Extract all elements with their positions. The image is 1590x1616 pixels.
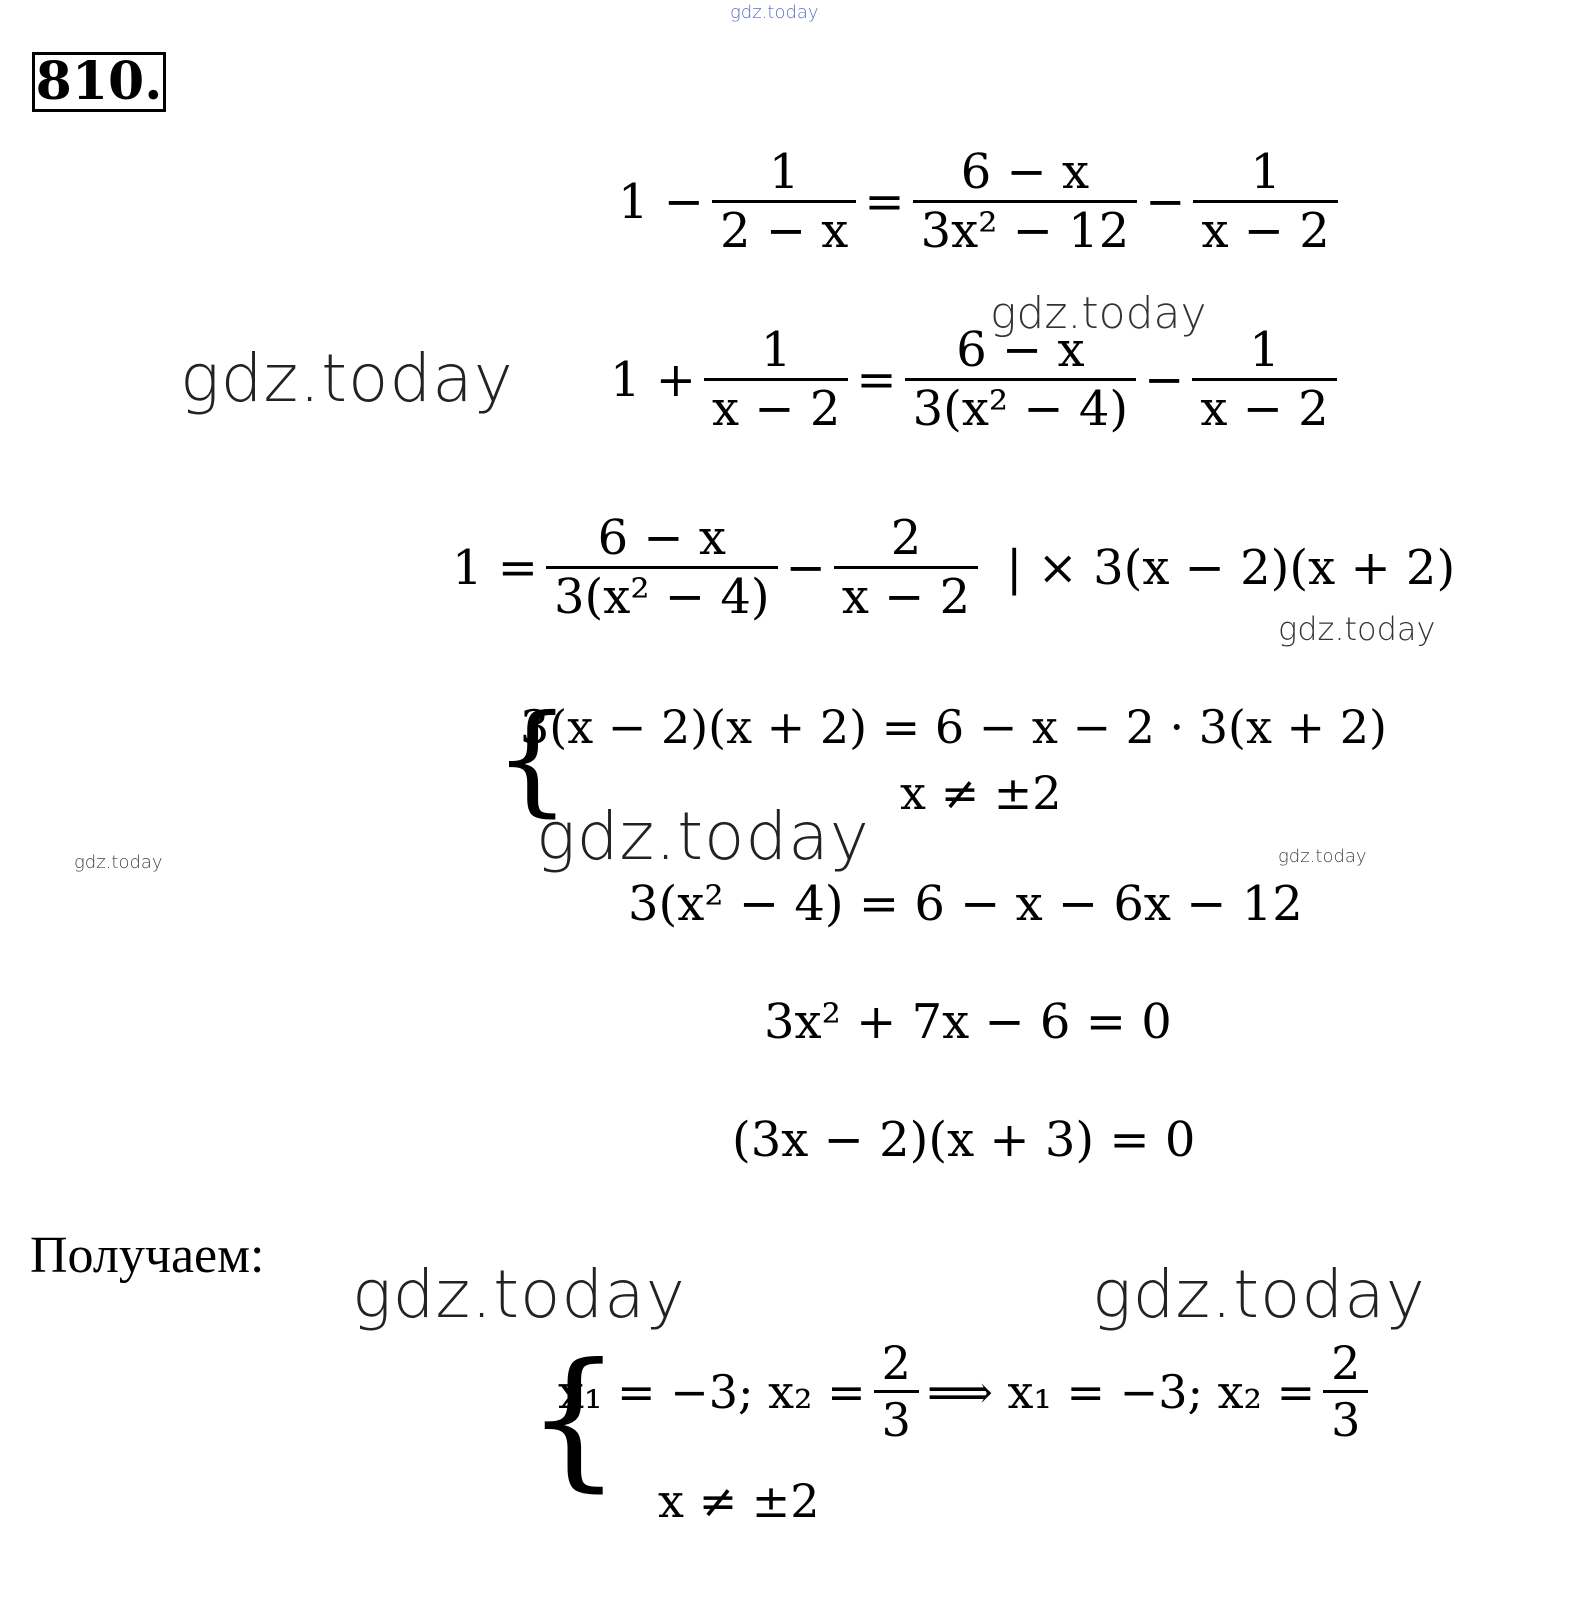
denominator: 3(x² − 4) <box>905 378 1137 433</box>
denominator: 3 <box>1323 1390 1368 1443</box>
result-row-2: x ≠ ±2 <box>658 1474 820 1528</box>
fraction <box>1196 322 1332 437</box>
fraction <box>909 322 1133 437</box>
term: 1 = <box>452 539 539 596</box>
denominator: x − 2 <box>834 566 978 621</box>
numerator: 1 <box>1250 144 1281 200</box>
fraction <box>838 510 974 625</box>
fraction <box>917 144 1134 259</box>
watermark: gdz.today <box>1278 610 1436 648</box>
system-row-1: 3(x − 2)(x + 2) = 6 − x − 2 · 3(x + 2) <box>520 700 1387 754</box>
fraction <box>708 322 844 437</box>
watermark: gdz.today <box>74 852 163 873</box>
equals-sign: = <box>856 351 897 408</box>
result-label: Получаем: <box>30 1227 265 1284</box>
equation-line-2 <box>604 322 1339 437</box>
equals-sign: = <box>864 173 905 230</box>
numerator: 6 − x <box>597 510 726 566</box>
denominator: x − 2 <box>1193 200 1337 255</box>
numerator: 2 <box>1331 1336 1361 1390</box>
left-brace: { <box>526 1332 622 1506</box>
multiplier-note: | × 3(x − 2)(x + 2) <box>1006 539 1456 596</box>
watermark: gdz.today <box>180 340 514 417</box>
denominator: x − 2 <box>1192 378 1336 433</box>
equation-line-5: 3x² + 7x − 6 = 0 <box>764 994 1172 1050</box>
left-brace: { <box>494 690 571 829</box>
numerator: 1 <box>768 144 800 200</box>
numerator: 2 <box>890 510 922 566</box>
watermark: gdz.today <box>352 1256 686 1333</box>
fraction <box>550 510 774 625</box>
fraction <box>1197 144 1333 259</box>
equation-line-3 <box>446 510 1461 625</box>
result-term: x₁ = −3; x₂ = <box>558 1364 866 1419</box>
watermark: gdz.today <box>1278 846 1367 867</box>
result-row-1 <box>552 1336 1370 1447</box>
minus-sign: − <box>1144 351 1185 408</box>
numerator: 6 − x <box>956 322 1085 378</box>
denominator: x − 2 <box>704 378 848 433</box>
problem-number: 810. <box>32 52 166 112</box>
denominator: 2 − x <box>712 200 856 255</box>
watermark: gdz.today <box>1092 1256 1426 1333</box>
numerator: 6 − x <box>960 144 1090 200</box>
fraction <box>878 1336 915 1447</box>
equation-line-1 <box>612 144 1340 259</box>
equation-line-6: (3x − 2)(x + 3) = 0 <box>732 1112 1196 1168</box>
numerator: 2 <box>881 1336 911 1390</box>
minus-sign: − <box>785 539 826 596</box>
fraction <box>1327 1336 1364 1447</box>
denominator: 3(x² − 4) <box>546 566 778 621</box>
denominator: 3 <box>874 1390 919 1443</box>
fraction <box>716 144 852 259</box>
watermark: gdz.today <box>990 288 1207 339</box>
term: 1 − <box>618 173 705 230</box>
equation-line-4: 3(x² − 4) = 6 − x − 6x − 12 <box>628 876 1303 932</box>
term: 1 + <box>610 351 697 408</box>
numerator: 1 <box>760 322 792 378</box>
watermark: gdz.today <box>536 798 870 875</box>
watermark-top: gdz.today <box>730 2 819 23</box>
system-row-2: x ≠ ±2 <box>900 766 1062 820</box>
numerator: 1 <box>1249 322 1280 378</box>
implication: ⟹ x₁ = −3; x₂ = <box>926 1364 1316 1419</box>
minus-sign: − <box>1145 173 1186 230</box>
denominator: 3x² − 12 <box>913 200 1138 255</box>
